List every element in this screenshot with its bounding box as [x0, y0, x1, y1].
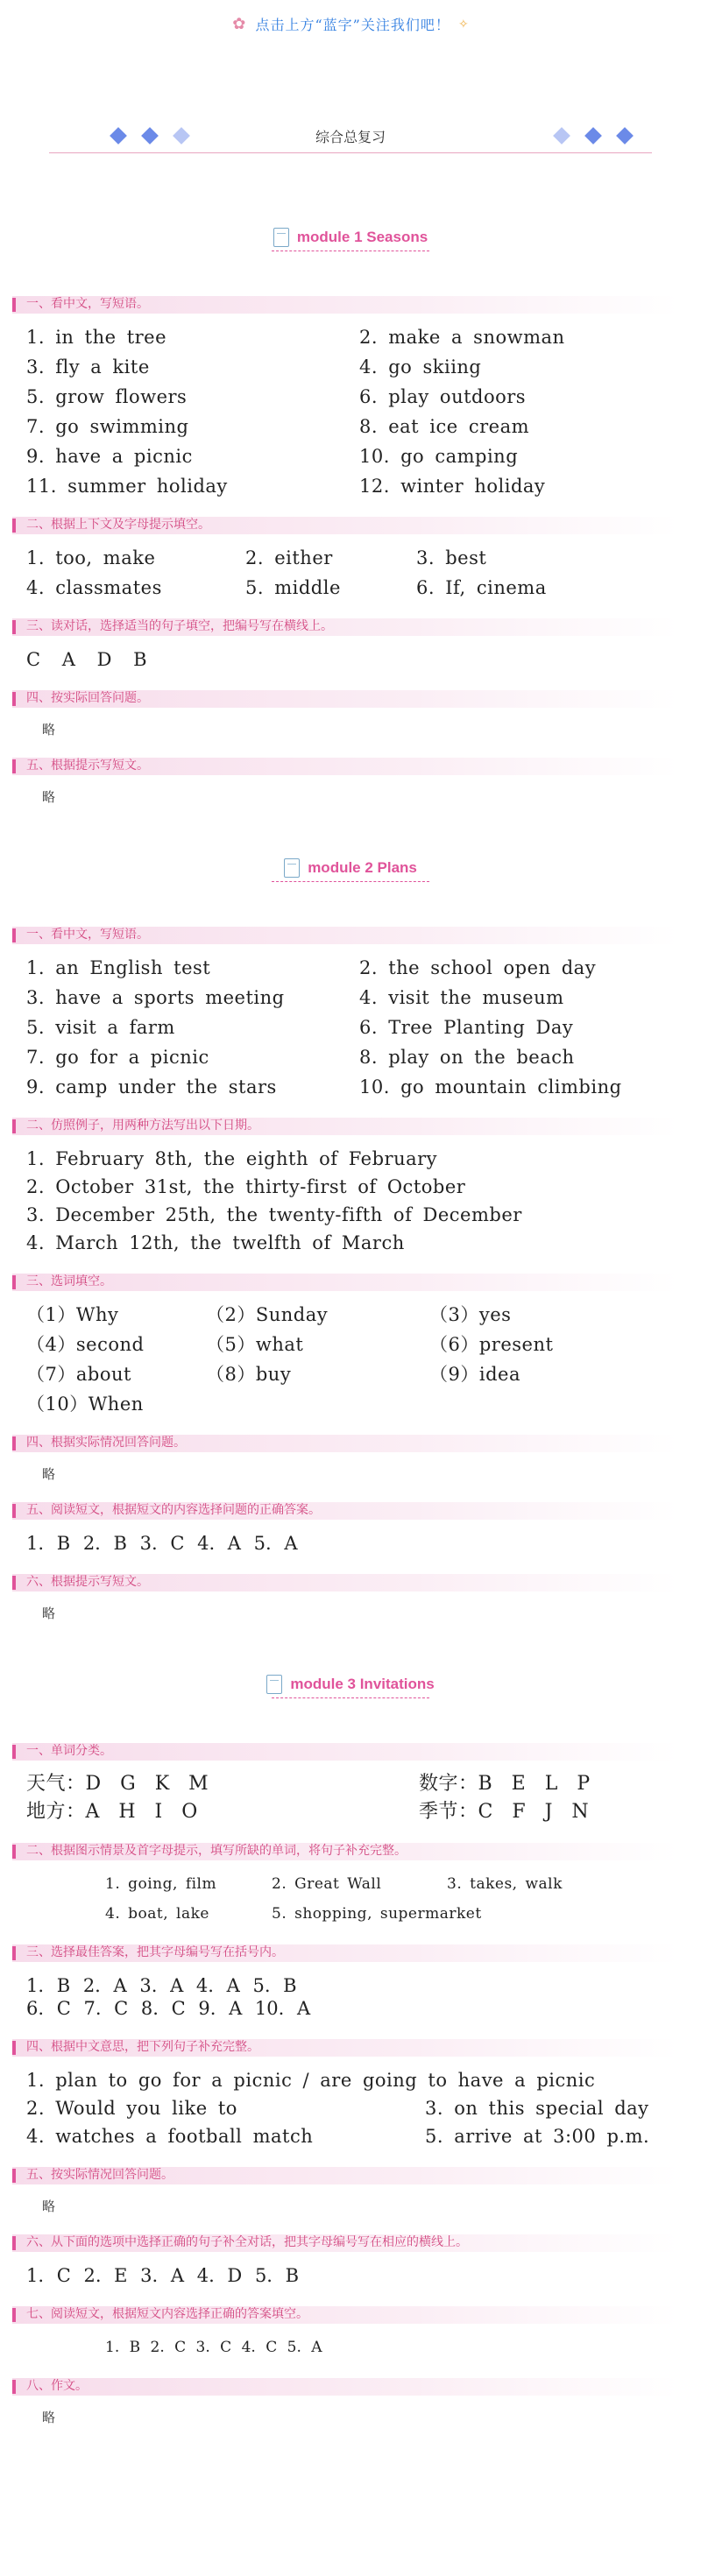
section-header: 四、根据实际情况回答问题。	[12, 1435, 678, 1452]
section-header: 三、读对话，选择适当的句子填空，把编号写在横线上。	[12, 618, 678, 636]
answer-item: 2. the school open day	[359, 957, 597, 978]
answer-item: 4. visit the museum	[359, 987, 564, 1008]
section-header: 二、根据图示情景及首字母提示，填写所缺的单词，将句子补充完整。	[12, 1843, 678, 1860]
answer-item: 3. takes, walk	[447, 1875, 563, 1893]
section-header: 五、按实际情况回答问题。	[12, 2167, 678, 2184]
answer-item: 6. play outdoors	[359, 386, 527, 407]
answer-item: 7. go for a picnic	[26, 1047, 209, 1068]
answer-item: 4. boat, lake	[105, 1905, 209, 1923]
answer-item: 4. classmates	[26, 577, 162, 598]
page-title: 综合总复习	[315, 129, 386, 145]
answer-item: 3. fly a kite	[26, 356, 150, 378]
section-header: 二、根据上下文及字母提示填空。	[12, 517, 678, 534]
omitted-answer: 略	[42, 2410, 56, 2425]
answer-item: （1）Why	[26, 1304, 119, 1325]
answer-item: 11. summer holiday	[26, 476, 228, 497]
answer-item: （10）When	[26, 1394, 144, 1415]
omitted-answer: 略	[42, 789, 56, 805]
section-header: 六、根据提示写短文。	[12, 1574, 678, 1591]
module-1-header	[0, 228, 701, 277]
answer-line: 6. C 7. C 8. C 9. A 10. A	[26, 1998, 311, 2019]
section-header: 七、阅读短文，根据短文内容选择正确的答案填空。	[12, 2306, 678, 2324]
picture-fill-answer-list	[0, 1873, 701, 1925]
omitted-answer: 略	[42, 1606, 56, 1621]
dashed-underline	[272, 881, 429, 882]
section-header: 六、从下面的选项中选择正确的句子补全对话，把其字母编号写在相应的横线上。	[12, 2234, 678, 2252]
section-header: 八、作文。	[12, 2378, 678, 2396]
answer-item: 10. go camping	[359, 446, 519, 467]
answer-item: 5. visit a farm	[26, 1017, 175, 1038]
word-choice-answer-list	[0, 1303, 701, 1415]
answer-item: 季节：C F J N	[419, 1801, 590, 1823]
answer-item: 10. go mountain climbing	[359, 1076, 622, 1097]
answer-item: 2. Great Wall	[272, 1875, 382, 1893]
answer-item: 2. October 31st, the thirty-first of October	[26, 1176, 466, 1197]
section-header: 四、按实际回答问题。	[12, 690, 678, 708]
answer-item: 5. middle	[245, 577, 341, 598]
section-header: 四、根据中文意思，把下列句子补充完整。	[12, 2039, 678, 2057]
section-header: 五、阅读短文，根据短文的内容选择问题的正确答案。	[12, 1502, 678, 1520]
answer-item: （5）what	[206, 1334, 304, 1355]
module-title: module 3 Invitations	[290, 1676, 435, 1692]
answer-item: （2）Sunday	[206, 1304, 329, 1325]
omitted-answer: 略	[42, 2198, 56, 2214]
answer-line: 1. C 2. E 3. A 4. D 5. B	[26, 2265, 300, 2286]
sentence-answer-grid	[0, 2097, 701, 2148]
answer-item: 2. Would you like to	[26, 2098, 237, 2119]
title-rule	[49, 152, 652, 153]
answer-item: 3. December 25th, the twenty-fifth of December	[26, 1204, 522, 1225]
answer-item: 3. best	[416, 547, 487, 568]
book-icon	[266, 1675, 282, 1694]
choice-answer-list	[0, 1974, 701, 2020]
answer-item: 6. If, cinema	[416, 577, 547, 598]
answer-item: 8. play on the beach	[359, 1047, 575, 1068]
answer-item: 5. shopping, supermarket	[272, 1905, 482, 1923]
answer-item: 1. an English test	[26, 957, 211, 978]
diamond-icon	[584, 127, 602, 145]
answer-line: 1. B 2. C 3. C 4. C 5. A	[105, 2339, 322, 2356]
answer-item: 12. winter holiday	[359, 476, 546, 497]
answer-item: 2. make a snowman	[359, 327, 565, 348]
answer-line: 1. B 2. B 3. C 4. A 5. A	[26, 1533, 298, 1554]
section-header: 三、选词填空。	[12, 1274, 678, 1291]
answer-item: （9）idea	[429, 1364, 520, 1385]
section-header: 三、选择最佳答案，把其字母编号写在括号内。	[12, 1944, 678, 1962]
answer-item: （8）buy	[206, 1364, 292, 1385]
date-answer-list	[0, 1147, 701, 1254]
section-header: 一、单词分类。	[12, 1743, 678, 1761]
section-header: 二、仿照例子，用两种方法写出以下日期。	[12, 1118, 678, 1135]
answer-item: 9. have a picnic	[26, 446, 193, 467]
answer-item: 4. go skiing	[359, 356, 482, 378]
phrase-answer-list	[0, 956, 701, 1098]
fill-blank-answer-list	[0, 547, 701, 599]
diamond-icon	[616, 127, 634, 145]
answer-item: 2. either	[245, 547, 333, 568]
answer-item: 3. have a sports meeting	[26, 987, 285, 1008]
answer-item: 1. February 8th, the eighth of February	[26, 1148, 438, 1169]
answer-item: 1. in the tree	[26, 327, 167, 348]
dashed-underline	[272, 1697, 429, 1698]
module-title: module 2 Plans	[308, 859, 417, 876]
answer-item: 5. grow flowers	[26, 386, 188, 407]
omitted-answer: 略	[42, 722, 56, 738]
book-icon	[273, 228, 289, 247]
answer-item: 6. Tree Planting Day	[359, 1017, 574, 1038]
answer-line: 1. B 2. A 3. A 4. A 5. B	[26, 1975, 297, 1996]
sentence-answer-list	[0, 2069, 701, 2092]
answer-item: （3）yes	[429, 1304, 512, 1325]
answer-item: 地方：A H I O	[26, 1801, 198, 1823]
module-3-header	[0, 1675, 701, 1724]
answer-item: 5. arrive at 3:00 p.m.	[425, 2126, 650, 2147]
answer-item: 天气：D G K M	[26, 1773, 209, 1795]
answer-line: C A D B	[26, 649, 147, 670]
phrase-answer-list	[0, 326, 701, 498]
answer-item: （4）second	[26, 1334, 145, 1355]
section-header: 五、根据提示写短文。	[12, 758, 678, 775]
answer-item: 1. going, film	[105, 1875, 217, 1893]
answer-item: （7）about	[26, 1364, 131, 1385]
unicorn-icon: ✿	[232, 15, 246, 33]
omitted-answer: 略	[42, 1466, 56, 1482]
module-2-header	[0, 858, 701, 907]
module-title: module 1 Seasons	[296, 229, 428, 245]
answer-item: 9. camp under the stars	[26, 1076, 277, 1097]
answer-item: 3. on this special day	[425, 2098, 649, 2119]
answer-item: 8. eat ice cream	[359, 416, 530, 437]
answer-item: 4. March 12th, the twelfth of March	[26, 1232, 405, 1253]
diamond-decoration-right	[556, 130, 631, 142]
answer-item: 7. go swimming	[26, 416, 189, 437]
follow-banner[interactable]	[0, 0, 701, 53]
answer-item: 1. too, make	[26, 547, 156, 568]
page-title-row	[0, 123, 701, 175]
follow-prompt[interactable]: 点击上方“蓝字”关注我们吧！	[255, 17, 450, 33]
answer-item: 数字：B E L P	[419, 1773, 591, 1795]
answer-item: 4. watches a football match	[26, 2126, 314, 2147]
answer-item: 1. plan to go for a picnic / are going to have a picnic	[26, 2070, 596, 2091]
answer-item: （6）present	[429, 1334, 554, 1355]
word-category-list	[0, 1773, 701, 1824]
section-header: 一、看中文，写短语。	[12, 296, 678, 314]
book-icon	[284, 858, 300, 878]
section-header: 一、看中文，写短语。	[12, 927, 678, 944]
sparkle-icon: ✧	[457, 17, 469, 32]
diamond-icon	[553, 127, 570, 145]
